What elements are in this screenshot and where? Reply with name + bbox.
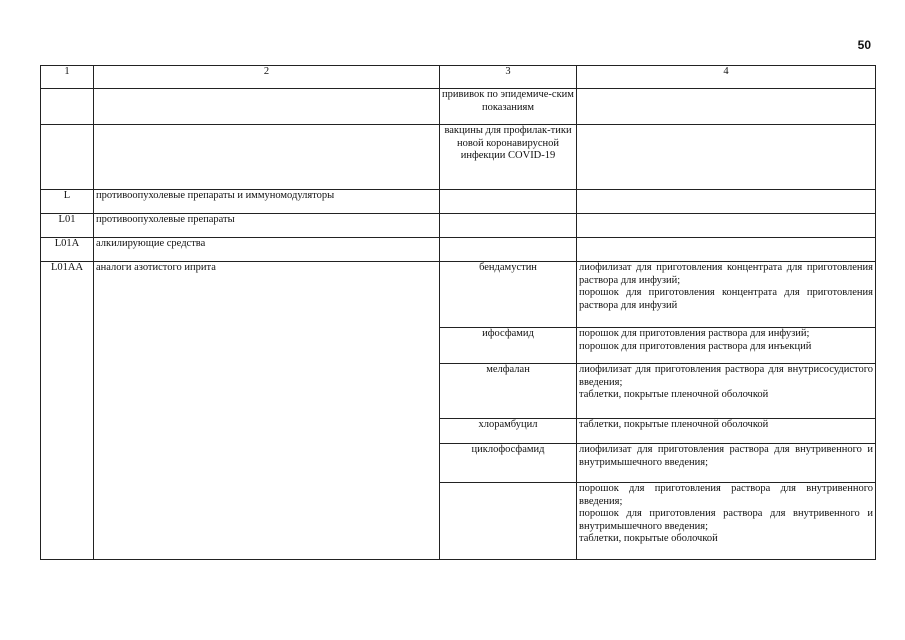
table-row — [41, 125, 876, 190]
column-header-2: 2 — [94, 66, 440, 89]
atc-code-cell: L — [41, 190, 94, 214]
table-body — [41, 66, 876, 560]
atc-group-name-cell: противоопухолевые препараты — [94, 214, 440, 238]
atc-code-cell: L01 — [41, 214, 94, 238]
dosage-form-line: порошок для приготовления раствора для внутривенного введения; — [579, 483, 873, 507]
atc-group-name-cell: алкилирующие средства — [94, 238, 440, 262]
atc-group-name-cell: аналоги азотистого иприта — [94, 262, 440, 560]
substance-name-cell: хлорамбуцил — [440, 419, 577, 444]
dosage-forms-cell — [577, 328, 876, 364]
substance-name-cell — [440, 238, 577, 262]
table-row — [41, 238, 876, 262]
table-row — [41, 89, 876, 125]
substance-name-cell: бендамустин — [440, 262, 577, 328]
substance-name-cell — [440, 483, 577, 560]
column-header-row — [41, 66, 876, 89]
dosage-form-line: порошок для приготовления раствора для инфузий; — [579, 328, 810, 339]
dosage-forms-cell — [577, 444, 876, 483]
dosage-form-line: таблетки, покрытые пленочной оболочкой — [579, 389, 769, 400]
dosage-form-line: порошок для приготовления раствора для внутривенного и внутримышечного введения; — [579, 508, 873, 532]
atc-code-cell: L01AA — [41, 262, 94, 560]
dosage-forms-cell — [577, 190, 876, 214]
page-number: 50 — [857, 38, 871, 52]
atc-group-name-cell — [94, 89, 440, 125]
substance-name-cell: вакцины для профилак-тики новой коронавирусной инфекции COVID-19 — [440, 125, 577, 190]
column-header-3: 3 — [440, 66, 577, 89]
substance-name-cell — [440, 190, 577, 214]
atc-code-cell: L01A — [41, 238, 94, 262]
dosage-forms-cell — [577, 419, 876, 444]
dosage-form-line: лиофилизат для приготовления раствора для внутривенного и внутримышечного введения; — [579, 444, 873, 468]
table-row — [41, 214, 876, 238]
substance-name-cell: ифосфамид — [440, 328, 577, 364]
table-row — [41, 190, 876, 214]
column-header-1: 1 — [41, 66, 94, 89]
dosage-forms-cell — [577, 238, 876, 262]
dosage-forms-cell — [577, 483, 876, 560]
dosage-form-line: порошок для приготовления концентрата для приготовления раствора для инфузий — [579, 287, 873, 311]
dosage-forms-cell — [577, 262, 876, 328]
substance-name-cell — [440, 214, 577, 238]
table-row — [41, 262, 876, 328]
dosage-forms-cell — [577, 214, 876, 238]
substance-name-cell: циклофосфамид — [440, 444, 577, 483]
drug-classification-table — [40, 65, 876, 560]
dosage-form-line: порошок для приготовления раствора для инъекций — [579, 340, 812, 352]
dosage-form-line: лиофилизат для приготовления концентрата для приготовления раствора для инфузий; — [579, 262, 873, 286]
column-header-4: 4 — [577, 66, 876, 89]
atc-code-cell — [41, 89, 94, 125]
dosage-forms-cell — [577, 89, 876, 125]
atc-group-name-cell — [94, 125, 440, 190]
atc-code-cell — [41, 125, 94, 190]
substance-name-cell: прививок по эпидемиче-ским показаниям — [440, 89, 577, 125]
atc-group-name-cell: противоопухолевые препараты и иммуномодуляторы — [94, 190, 440, 214]
dosage-forms-cell — [577, 364, 876, 419]
substance-name-cell: мелфалан — [440, 364, 577, 419]
dosage-form-line: таблетки, покрытые оболочкой — [579, 533, 718, 544]
dosage-forms-cell — [577, 125, 876, 190]
dosage-form-line: лиофилизат для приготовления раствора для внутрисосудистого введения; — [579, 364, 873, 388]
dosage-form-line: таблетки, покрытые пленочной оболочкой — [579, 419, 769, 430]
